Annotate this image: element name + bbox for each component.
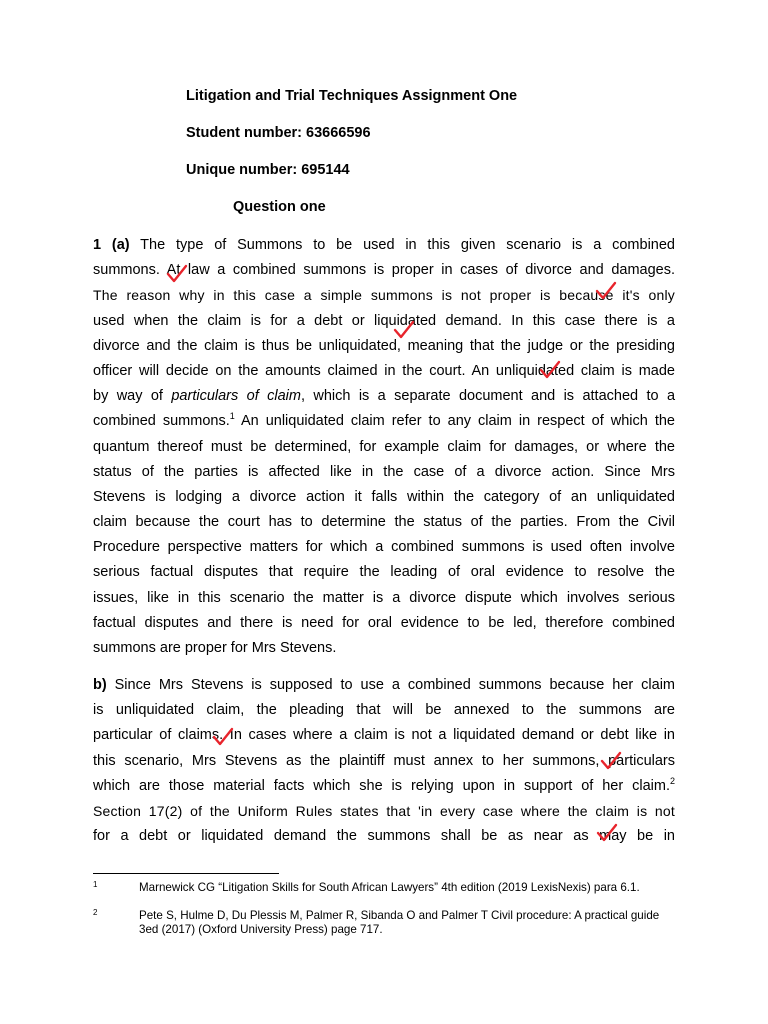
paragraph-line: status of the parties is affected like in the case of a divorce action. Since Mrs xyxy=(93,463,675,480)
question-label: b) xyxy=(93,677,107,693)
question-heading: Question one xyxy=(233,199,326,215)
footnote-number: 1 xyxy=(93,880,98,889)
checkmark-icon xyxy=(212,727,234,747)
paragraph-line: used when the claim is for a debt or liquidated demand. In this case there is a xyxy=(93,312,675,329)
footnote-text: Marnewick CG “Litigation Skills for South African Lawyers” 4th edition (2019 LexisNexis) para 6.1. xyxy=(139,881,640,894)
paragraph-line: officer will decide on the amounts claimed in the court. An unliquidated claim is made xyxy=(93,362,675,379)
paragraph-line: quantum thereof must be determined, for example claim for damages, or where the xyxy=(93,438,675,455)
paragraph-line: this scenario, Mrs Stevens as the plaintiff must annex to her summons, particulars xyxy=(93,752,675,769)
paragraph-line: particular of claims. In cases where a claim is not a liquidated demand or debt like in xyxy=(93,727,675,744)
footnote-text: Pete S, Hulme D, Du Plessis M, Palmer R, Sibanda O and Palmer T Civil procedure: A practical guide 3ed (2017) (Oxford University Press) page 717. xyxy=(139,909,660,936)
italic-term: particulars of claim xyxy=(171,388,301,405)
paragraph-line: divorce and the claim is thus be unliquidated, meaning that the judge or the presiding xyxy=(93,337,675,354)
paragraph-line: summons. At law a combined summons is proper in cases of divorce and damages. xyxy=(93,262,675,279)
checkmark-icon xyxy=(600,751,622,771)
paragraph-line: The reason why in this case a simple summons is not proper is because it's only xyxy=(93,287,675,304)
footnote-ref-1[interactable]: 1 xyxy=(229,411,235,422)
paragraph-line: claim because the court has to determine the status of the parties. From the Civil xyxy=(93,514,675,531)
paragraph-line: b) Since Mrs Stevens is supposed to use a combined summons because her claim xyxy=(93,677,675,693)
paragraph-line: combined summons.$^1$ An unliquidated claim refer to any claim in respect of which the xyxy=(93,411,675,430)
paragraph-line: factual disputes and there is need for oral evidence to be led, therefore combined xyxy=(93,614,675,631)
paragraph-line: summons are proper for Mrs Stevens. xyxy=(93,640,337,656)
paragraph-line: Procedure perspective matters for which a combined summons is used often involve xyxy=(93,539,675,556)
paragraph-line: Section 17(2) of the Uniform Rules states that 'in every case where the claim is not xyxy=(93,802,675,819)
document-title: Litigation and Trial Techniques Assignment One xyxy=(186,88,518,104)
paragraph-line: for a debt or liquidated demand the summons shall be as near as may be in xyxy=(93,828,675,845)
footnote-number: 2 xyxy=(93,908,98,917)
checkmark-icon xyxy=(393,320,415,340)
unique-number: Unique number: 695144 xyxy=(186,162,350,178)
checkmark-icon xyxy=(595,281,617,301)
paragraph-line: serious factual disputes that require the leading of oral evidence to resolve the xyxy=(93,564,675,581)
footnote-separator xyxy=(93,873,279,874)
paragraph-line: issues, like in this scenario the matter is a divorce dispute which involves serious xyxy=(93,589,675,606)
paragraph-line: Stevens is lodging a divorce action it falls within the category of an unliquidated xyxy=(93,488,675,505)
paragraph-line: 1 (a) The type of Summons to be used in this given scenario is a combined xyxy=(93,237,675,253)
student-number: Student number: 63666596 xyxy=(186,125,371,141)
footnote-ref-2[interactable]: 2 xyxy=(669,775,675,786)
paragraph-line: is unliquidated claim, the pleading that will be annexed to the summons are xyxy=(93,702,675,719)
checkmark-icon xyxy=(596,823,618,843)
answer-1b xyxy=(93,673,675,849)
checkmark-icon xyxy=(166,264,188,284)
question-label: 1 (a) xyxy=(93,237,130,253)
paragraph-line: by way of particulars of claim, which is a separate document and is attached to a xyxy=(93,388,676,405)
paragraph-line: which are those material facts which she is relying upon in support of her claim.$^2$ xyxy=(93,775,675,794)
checkmark-icon xyxy=(539,360,561,380)
answer-1a xyxy=(93,233,675,661)
